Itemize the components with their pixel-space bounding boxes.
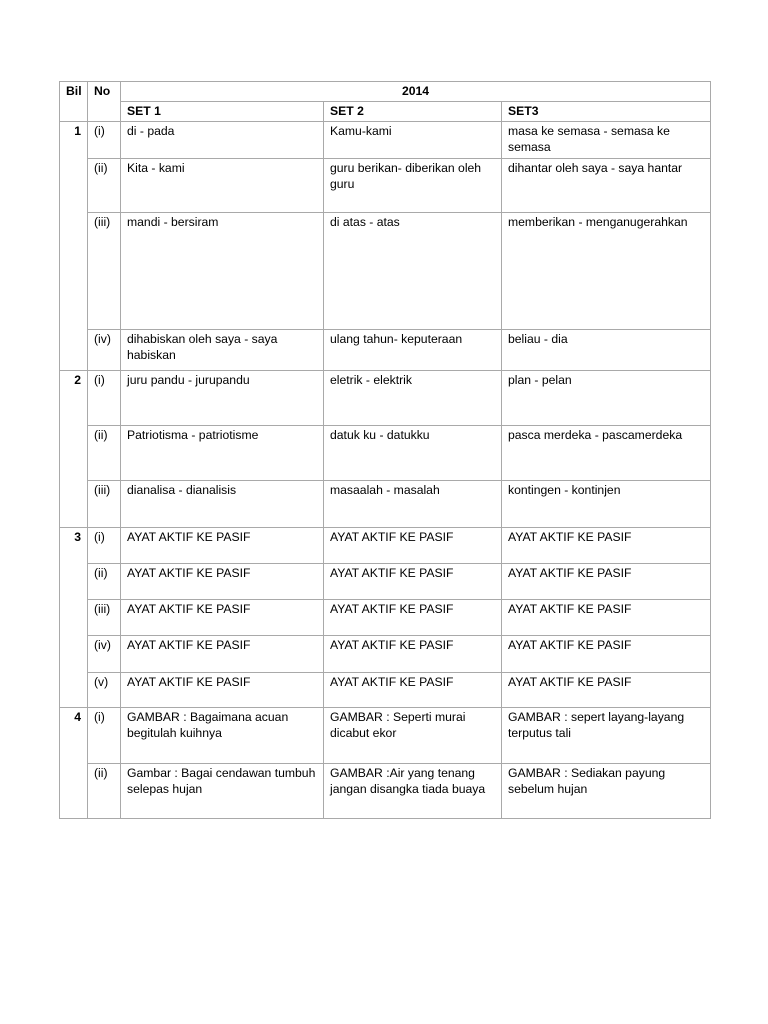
item-number: (iii) — [88, 213, 121, 330]
table-row — [60, 213, 711, 330]
table-row — [60, 159, 711, 213]
set2-cell: masaalah - masalah — [324, 481, 502, 528]
item-number: (v) — [88, 673, 121, 708]
header-year: 2014 — [121, 82, 711, 102]
set3-cell: GAMBAR : sepert layang-layang terputus tali — [502, 708, 711, 764]
group-number: 4 — [60, 708, 88, 819]
set2-cell: GAMBAR :Air yang tenang jangan disangka tiada buaya — [324, 764, 502, 819]
table-row — [60, 600, 711, 636]
set2-cell: di atas - atas — [324, 213, 502, 330]
table-row — [60, 371, 711, 426]
set1-cell: dianalisa - dianalisis — [121, 481, 324, 528]
table-row — [60, 426, 711, 481]
item-number: (iii) — [88, 481, 121, 528]
set1-cell: Patriotisma - patriotisme — [121, 426, 324, 481]
set3-cell: masa ke semasa - semasa ke semasa — [502, 122, 711, 159]
answer-table — [59, 81, 711, 819]
set3-cell: kontingen - kontinjen — [502, 481, 711, 528]
set3-cell: AYAT AKTIF KE PASIF — [502, 636, 711, 673]
set2-cell: AYAT AKTIF KE PASIF — [324, 600, 502, 636]
set1-cell: dihabiskan oleh saya - saya habiskan — [121, 330, 324, 371]
set2-cell: ulang tahun- keputeraan — [324, 330, 502, 371]
item-number: (iv) — [88, 636, 121, 673]
table-row — [60, 764, 711, 819]
set1-cell: GAMBAR : Bagaimana acuan begitulah kuihnya — [121, 708, 324, 764]
set1-cell: Kita - kami — [121, 159, 324, 213]
table-row — [60, 636, 711, 673]
header-row-sets — [60, 102, 711, 122]
set1-cell: di - pada — [121, 122, 324, 159]
item-number: (ii) — [88, 564, 121, 600]
set3-cell: plan - pelan — [502, 371, 711, 426]
header-set-2: SET 2 — [324, 102, 502, 122]
set3-cell: AYAT AKTIF KE PASIF — [502, 600, 711, 636]
set3-cell: AYAT AKTIF KE PASIF — [502, 528, 711, 564]
set2-cell: eletrik - elektrik — [324, 371, 502, 426]
item-number: (i) — [88, 708, 121, 764]
set2-cell: AYAT AKTIF KE PASIF — [324, 673, 502, 708]
table-row — [60, 481, 711, 528]
header-set-1: SET 1 — [121, 102, 324, 122]
table-row — [60, 673, 711, 708]
table-row — [60, 708, 711, 764]
table-row — [60, 528, 711, 564]
header-set-3: SET3 — [502, 102, 711, 122]
set3-cell: memberikan - menganugerahkan — [502, 213, 711, 330]
set2-cell: datuk ku - datukku — [324, 426, 502, 481]
set2-cell: GAMBAR : Seperti murai dicabut ekor — [324, 708, 502, 764]
set3-cell: GAMBAR : Sediakan payung sebelum hujan — [502, 764, 711, 819]
item-number: (ii) — [88, 764, 121, 819]
item-number: (i) — [88, 371, 121, 426]
table-row — [60, 564, 711, 600]
header-bil: Bil — [60, 82, 88, 122]
group-number: 3 — [60, 528, 88, 708]
set2-cell: Kamu-kami — [324, 122, 502, 159]
group-number: 1 — [60, 122, 88, 371]
set2-cell: AYAT AKTIF KE PASIF — [324, 528, 502, 564]
set3-cell: beliau - dia — [502, 330, 711, 371]
item-number: (i) — [88, 122, 121, 159]
set2-cell: AYAT AKTIF KE PASIF — [324, 636, 502, 673]
item-number: (ii) — [88, 426, 121, 481]
set1-cell: AYAT AKTIF KE PASIF — [121, 636, 324, 673]
header-row-year — [60, 82, 711, 102]
set3-cell: pasca merdeka - pascamerdeka — [502, 426, 711, 481]
set3-cell: AYAT AKTIF KE PASIF — [502, 564, 711, 600]
set3-cell: dihantar oleh saya - saya hantar — [502, 159, 711, 213]
set1-cell: AYAT AKTIF KE PASIF — [121, 600, 324, 636]
group-number: 2 — [60, 371, 88, 528]
set3-cell: AYAT AKTIF KE PASIF — [502, 673, 711, 708]
item-number: (i) — [88, 528, 121, 564]
set2-cell: AYAT AKTIF KE PASIF — [324, 564, 502, 600]
table-row — [60, 122, 711, 159]
set1-cell: AYAT AKTIF KE PASIF — [121, 528, 324, 564]
header-no: No — [88, 82, 121, 122]
set1-cell: Gambar : Bagai cendawan tumbuh selepas hujan — [121, 764, 324, 819]
item-number: (ii) — [88, 159, 121, 213]
set1-cell: juru pandu - jurupandu — [121, 371, 324, 426]
item-number: (iv) — [88, 330, 121, 371]
set1-cell: AYAT AKTIF KE PASIF — [121, 564, 324, 600]
set2-cell: guru berikan- diberikan oleh guru — [324, 159, 502, 213]
item-number: (iii) — [88, 600, 121, 636]
set1-cell: AYAT AKTIF KE PASIF — [121, 673, 324, 708]
set1-cell: mandi - bersiram — [121, 213, 324, 330]
table-row — [60, 330, 711, 371]
